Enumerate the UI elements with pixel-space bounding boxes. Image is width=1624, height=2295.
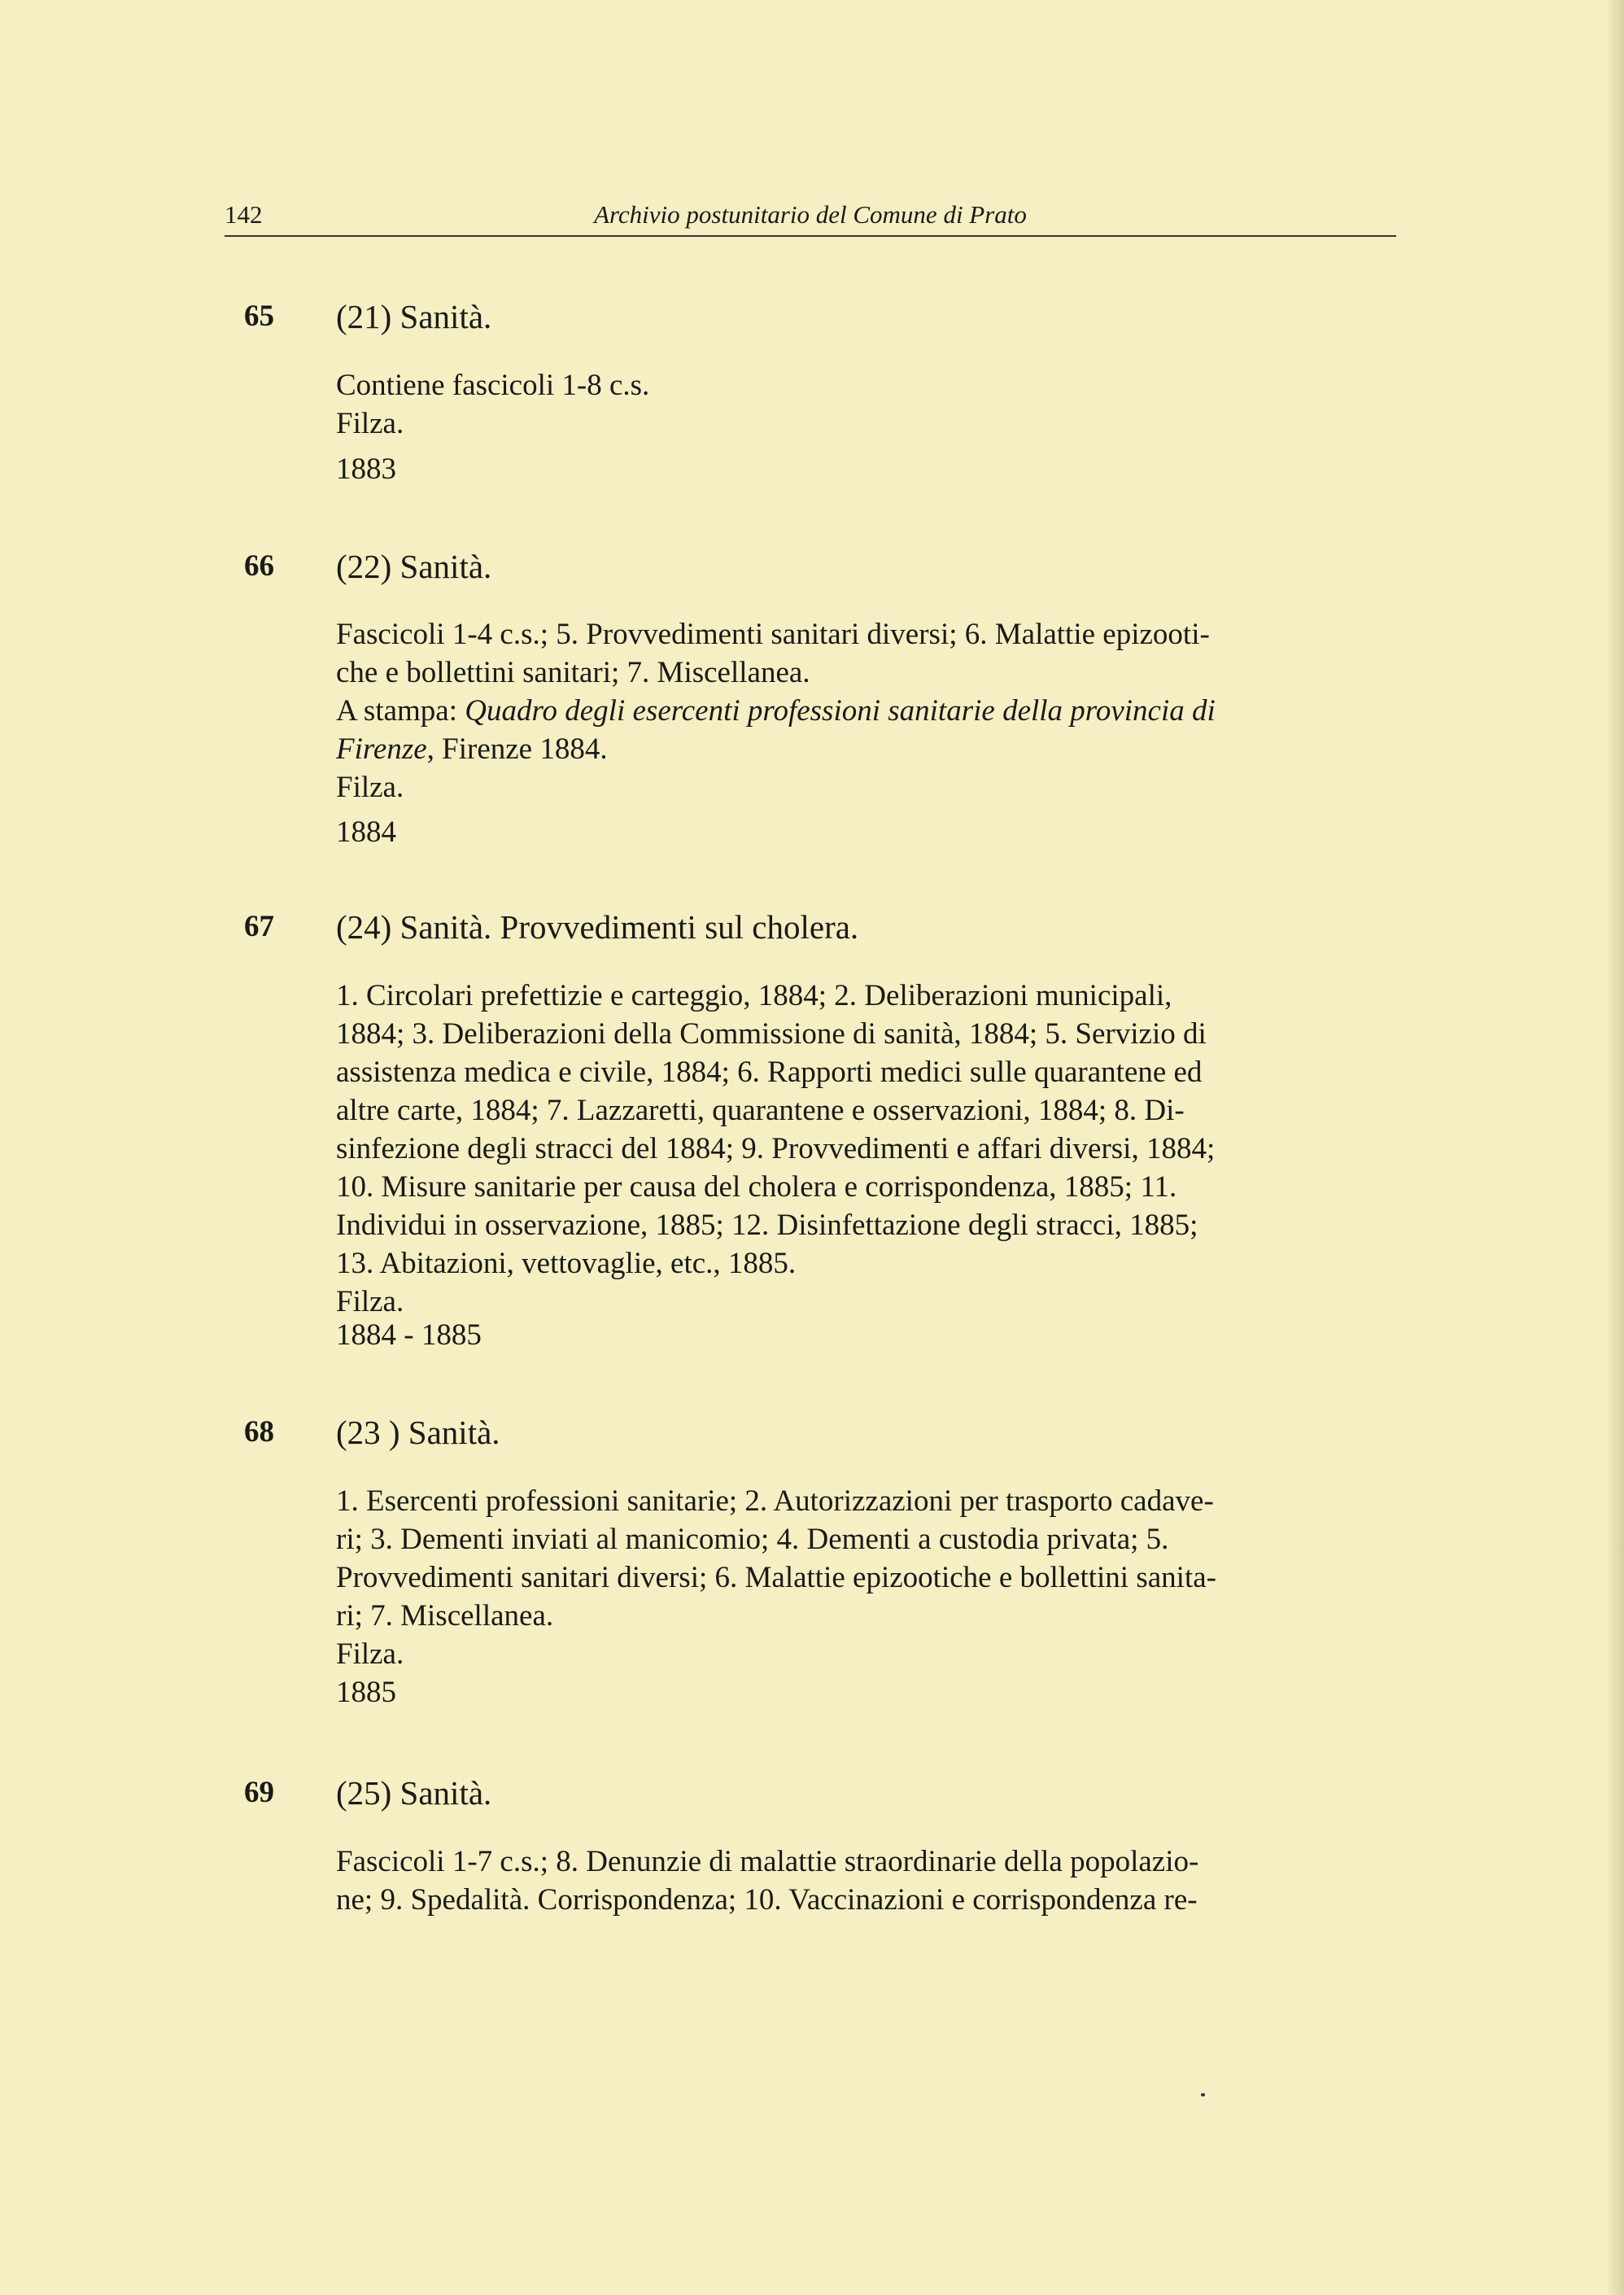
page-header — [225, 194, 1396, 234]
print-title-cont: Firenze — [336, 732, 427, 766]
body-line: che e bollettini sanitari; 7. Miscellanea. — [336, 656, 810, 689]
print-title: Quadro degli esercenti professioni sanitarie della provincia di — [465, 694, 1216, 728]
body-line: 10. Misure sanitarie per causa del cholera e corrispondenza, 1885; 11. — [336, 1170, 1177, 1204]
entry-date: 1884 — [336, 815, 396, 849]
header-rule — [225, 235, 1396, 237]
print-suffix: , Firenze 1884. — [426, 732, 608, 766]
entry-title: (21) Sanità. — [336, 298, 492, 335]
page-number: 142 — [225, 200, 263, 229]
entry-number: 65 — [244, 299, 274, 333]
body-line: ri; 3. Dementi inviati al manicomio; 4. Dementi a custodia privata; 5. — [336, 1523, 1169, 1556]
entry-format: Filza. — [336, 771, 404, 804]
entry-number: 67 — [244, 910, 274, 943]
entry-body — [336, 366, 1396, 443]
entry-body — [336, 615, 1396, 807]
print-note-line — [336, 692, 1396, 730]
entry-body — [336, 977, 1396, 1321]
entry-date: 1883 — [336, 452, 396, 486]
paper-speck — [1201, 2093, 1205, 2096]
running-title: Archivio postunitario del Comune di Prato — [594, 200, 1027, 229]
body-line: 13. Abitazioni, vettovaglie, etc., 1885. — [336, 1247, 797, 1280]
page-edge-shadow — [1606, 0, 1624, 2295]
entry-title: (22) Sanità. — [336, 548, 492, 585]
body-line: Fascicoli 1-7 c.s.; 8. Denunzie di malattie straordinarie della popolazio- — [336, 1845, 1199, 1878]
print-prefix: A stampa: — [336, 694, 458, 728]
body-line: Provvedimenti sanitari diversi; 6. Malattie epizootiche e bollettini sanita- — [336, 1561, 1216, 1594]
entry-number: 66 — [244, 549, 274, 583]
entry-number: 68 — [244, 1415, 274, 1449]
entry-title: (23 ) Sanità. — [336, 1414, 500, 1451]
body-line: Contiene fascicoli 1-8 c.s. — [336, 369, 650, 402]
entry-date: 1885 — [336, 1676, 396, 1709]
body-line: ne; 9. Spedalità. Corrispondenza; 10. Vaccinazioni e corrispondenza re- — [336, 1883, 1198, 1917]
entry-format: Filza. — [336, 1637, 404, 1671]
entry-number: 69 — [244, 1776, 274, 1809]
body-line: assistenza medica e civile, 1884; 6. Rapporti medici sulle quarantene ed — [336, 1056, 1203, 1089]
entry-body — [336, 1843, 1396, 1919]
entry-title: (24) Sanità. Provvedimenti sul cholera. — [336, 908, 859, 946]
entry-title: (25) Sanità. — [336, 1774, 492, 1812]
entry-format: Filza. — [336, 407, 404, 440]
body-line: Individui in osservazione, 1885; 12. Disinfettazione degli stracci, 1885; — [336, 1209, 1198, 1242]
entry-body — [336, 1482, 1396, 1673]
body-line: Fascicoli 1-4 c.s.; 5. Provvedimenti sanitari diversi; 6. Malattie epizooti- — [336, 618, 1210, 651]
entry-format: Filza. — [336, 1285, 404, 1318]
body-line: ri; 7. Miscellanea. — [336, 1599, 554, 1633]
body-line: 1. Esercenti professioni sanitarie; 2. Autorizzazioni per trasporto cadave- — [336, 1484, 1214, 1518]
body-line: altre carte, 1884; 7. Lazzaretti, quarantene e osservazioni, 1884; 8. Di- — [336, 1094, 1185, 1127]
body-line: sinfezione degli stracci del 1884; 9. Provvedimenti e affari diversi, 1884; — [336, 1132, 1216, 1165]
body-line: 1. Circolari prefettizie e carteggio, 1884; 2. Deliberazioni municipali, — [336, 979, 1172, 1012]
entry-date: 1884 - 1885 — [336, 1318, 482, 1352]
body-line: 1884; 3. Deliberazioni della Commissione di sanità, 1884; 5. Servizio di — [336, 1017, 1207, 1051]
print-note-line — [336, 730, 1396, 768]
